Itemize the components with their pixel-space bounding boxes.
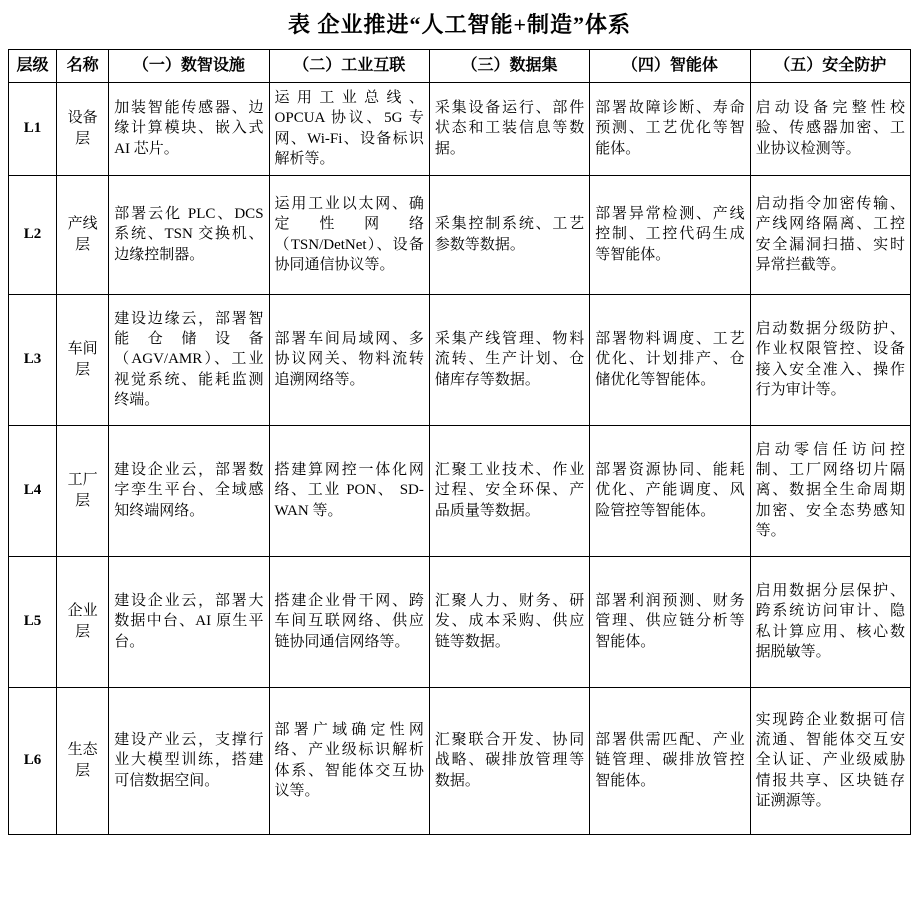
cell-agent: 部署物料调度、工艺优化、计划排产、仓储优化等智能体。 <box>590 294 750 425</box>
cell-security: 实现跨企业数据可信流通、智能体交互安全认证、产业级威胁情报共享、区块链存证溯源等。 <box>750 687 910 834</box>
cell-dataset: 采集控制系统、工艺参数等数据。 <box>429 175 589 294</box>
column-header-security: （五）安全防护 <box>750 50 910 83</box>
cell-agent: 部署故障诊断、寿命预测、工艺优化等智能体。 <box>590 82 750 175</box>
row-name: 设备层 <box>57 82 109 175</box>
cell-digital-infrastructure: 建设产业云，支撑行业大模型训练，搭建可信数据空间。 <box>109 687 269 834</box>
table-header-row <box>9 50 911 83</box>
row-level: L5 <box>9 556 57 687</box>
table-row <box>9 687 911 834</box>
column-header-industrial-internet: （二）工业互联 <box>269 50 429 83</box>
cell-security: 启动设备完整性校验、传感器加密、工业协议检测等。 <box>750 82 910 175</box>
cell-industrial-internet: 搭建企业骨干网、跨车间互联网络、供应链协同通信网络等。 <box>269 556 429 687</box>
cell-security: 启动指令加密传输、产线网络隔离、工控安全漏洞扫描、实时异常拦截等。 <box>750 175 910 294</box>
cell-industrial-internet: 部署广域确定性网络、产业级标识解析体系、智能体交互协议等。 <box>269 687 429 834</box>
cell-security: 启动零信任访问控制、工厂网络切片隔离、数据全生命周期加密、安全态势感知等。 <box>750 425 910 556</box>
table-row <box>9 82 911 175</box>
ai-manufacturing-matrix-table <box>8 49 911 835</box>
table-body <box>9 82 911 834</box>
cell-digital-infrastructure: 建设边缘云，部署智能仓储设备（AGV/AMR）、工业视觉系统、能耗监测终端。 <box>109 294 269 425</box>
cell-dataset: 汇聚人力、财务、研发、成本采购、供应链等数据。 <box>429 556 589 687</box>
cell-industrial-internet: 运用工业以太网、确定性网络（TSN/DetNet）、设备协同通信协议等。 <box>269 175 429 294</box>
cell-dataset: 采集设备运行、部件状态和工装信息等数据。 <box>429 82 589 175</box>
cell-industrial-internet: 运用工业总线、OPCUA 协议、5G 专网、Wi-Fi、设备标识解析等。 <box>269 82 429 175</box>
table-row <box>9 556 911 687</box>
column-header-agent: （四）智能体 <box>590 50 750 83</box>
row-name: 产线层 <box>57 175 109 294</box>
table-row <box>9 294 911 425</box>
cell-dataset: 汇聚联合开发、协同战略、碳排放管理等数据。 <box>429 687 589 834</box>
row-level: L4 <box>9 425 57 556</box>
row-level: L6 <box>9 687 57 834</box>
row-name: 企业层 <box>57 556 109 687</box>
cell-digital-infrastructure: 部署云化 PLC、DCS 系统、TSN 交换机、边缘控制器。 <box>109 175 269 294</box>
row-name: 生态层 <box>57 687 109 834</box>
cell-dataset: 采集产线管理、物料流转、生产计划、仓储库存等数据。 <box>429 294 589 425</box>
table-row <box>9 425 911 556</box>
cell-agent: 部署供需匹配、产业链管理、碳排放管控智能体。 <box>590 687 750 834</box>
row-level: L1 <box>9 82 57 175</box>
row-name: 工厂层 <box>57 425 109 556</box>
cell-dataset: 汇聚工业技术、作业过程、安全环保、产品质量等数据。 <box>429 425 589 556</box>
column-header-dataset: （三）数据集 <box>429 50 589 83</box>
cell-digital-infrastructure: 建设企业云，部署数字孪生平台、全域感知终端网络。 <box>109 425 269 556</box>
cell-agent: 部署资源协同、能耗优化、产能调度、风险管控等智能体。 <box>590 425 750 556</box>
cell-digital-infrastructure: 建设企业云，部署大数据中台、AI 原生平台。 <box>109 556 269 687</box>
row-name: 车间层 <box>57 294 109 425</box>
row-level: L2 <box>9 175 57 294</box>
cell-security: 启动数据分级防护、作业权限管控、设备接入安全准入、操作行为审计等。 <box>750 294 910 425</box>
page-title: 表 企业推进“人工智能+制造”体系 <box>287 12 632 37</box>
cell-digital-infrastructure: 加装智能传感器、边缘计算模块、嵌入式 AI 芯片。 <box>109 82 269 175</box>
cell-agent: 部署异常检测、产线控制、工控代码生成等智能体。 <box>590 175 750 294</box>
column-header-digital-infrastructure: （一）数智设施 <box>109 50 269 83</box>
cell-security: 启用数据分层保护、跨系统访问审计、隐私计算应用、核心数据脱敏等。 <box>750 556 910 687</box>
column-header-level: 层级 <box>9 50 57 83</box>
cell-industrial-internet: 部署车间局域网、多协议网关、物料流转追溯网络等。 <box>269 294 429 425</box>
cell-industrial-internet: 搭建算网控一体化网络、工业 PON、 SD-WAN 等。 <box>269 425 429 556</box>
cell-agent: 部署利润预测、财务管理、供应链分析等智能体。 <box>590 556 750 687</box>
table-header <box>9 50 911 83</box>
row-level: L3 <box>9 294 57 425</box>
table-row <box>9 175 911 294</box>
column-header-name: 名称 <box>57 50 109 83</box>
